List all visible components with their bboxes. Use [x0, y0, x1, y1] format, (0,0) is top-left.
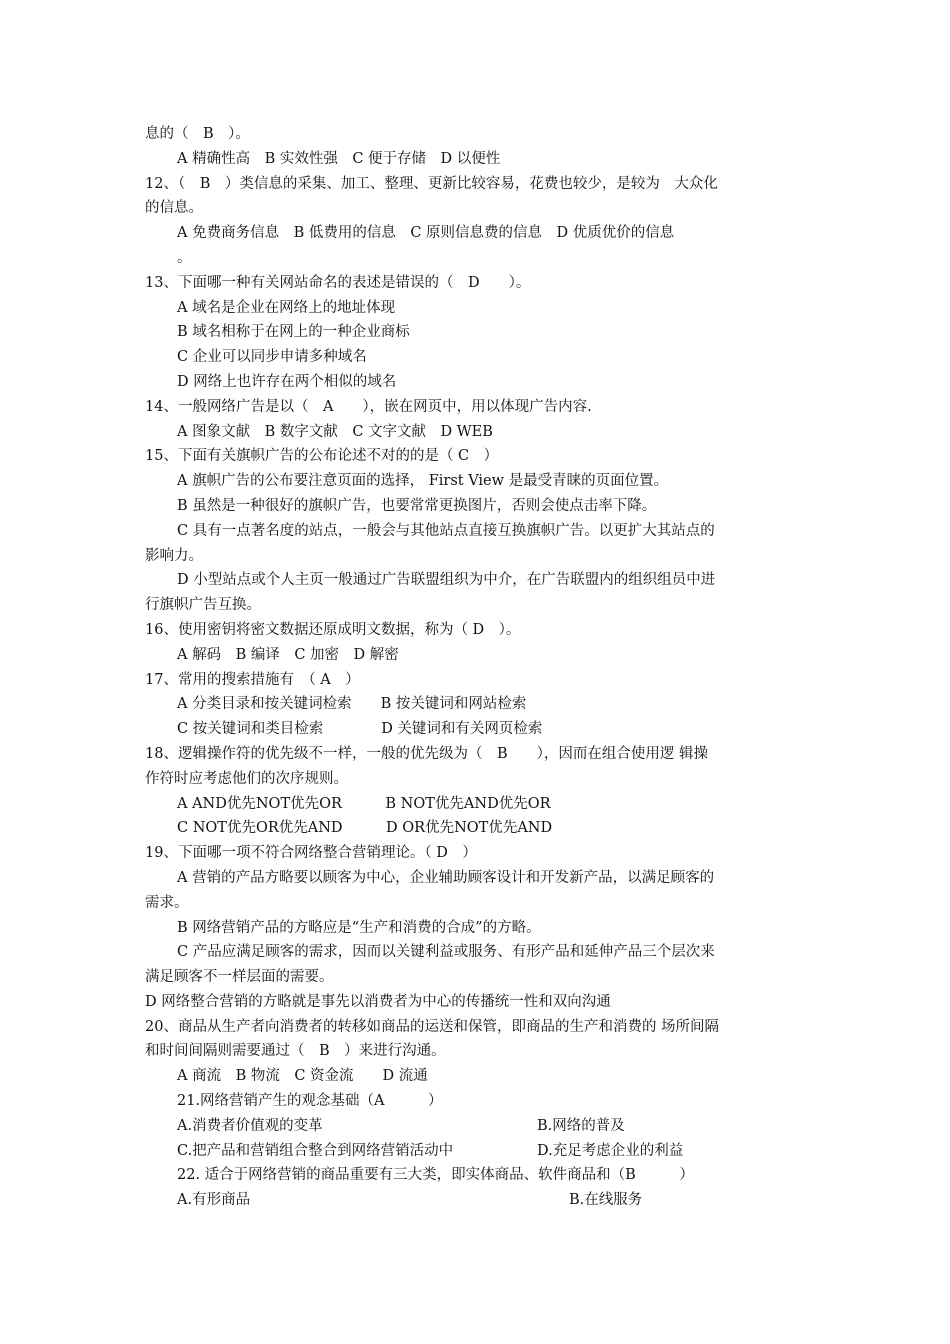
q15-option-c-line1: C 具有一点著名度的站点，一般会与其他站点直接互换旗帜广告。以更扩大其站点的 [177, 522, 715, 539]
q15-option-b: B 虽然是一种很好的旗帜广告，也要常常更换图片，否则会使点击率下降。 [177, 497, 657, 514]
q19-option-c-line2: 满足顾客不一样层面的需要。 [145, 969, 334, 986]
q18-options-ab: A AND优先NOT优先OR B NOT优先AND优先OR [177, 795, 551, 812]
q19-option-c-line1: C 产品应满足顾客的需求，因而以关键利益或服务、有形产品和延伸产品三个层次来 [177, 944, 715, 961]
q15-option-d-line2: 行旗帜广告互换。 [145, 597, 261, 614]
q15-stem: 15、下面有关旗帜广告的公布论述不对的的是（ C ） [145, 448, 499, 465]
q12-stem-line1: 12、（ B ）类信息的采集、加工、整理、更新比较容易，花费也较少，是较为 大众化 [145, 175, 718, 192]
q16-options: A 解码 B 编译 C 加密 D 解密 [177, 646, 399, 663]
q11-stem-end: 息的（ B ）。 [145, 126, 250, 142]
q13-option-c: C 企业可以同步申请多种域名 [177, 349, 367, 366]
q18-stem-line1: 18、逻辑操作符的优先级不一样，一般的优先级为（ B ），因而在组合使用逻 辑操 [145, 745, 708, 762]
q22-stem: 22. 适合于网络营销的商品重要有三大类，即实体商品、软件商品和（B ） [177, 1167, 694, 1184]
q21-option-d: D.充足考虑企业的利益 [537, 1142, 684, 1159]
q15-option-a: A 旗帜广告的公布要注意页面的选择， First View 是最受青睐的页面位置。 [177, 473, 669, 490]
q21-options-ab [145, 1114, 810, 1139]
q21-option-b: B.网络的普及 [537, 1117, 625, 1134]
q14-options: A 图象文献 B 数字文献 C 文字文献 D WEB [177, 423, 493, 440]
q17-stem: 17、常用的搜索措施有 （ A ） [145, 671, 360, 688]
q20-stem-line2: 和时间间隔则需要通过（ B ）来进行沟通。 [145, 1043, 446, 1060]
q21-option-a: A.消费者价值观的变革 [177, 1117, 323, 1134]
q19-option-a-line1: A 营销的产品方略要以顾客为中心，企业辅助顾客设计和开发新产品，以满足顾客的 [177, 869, 715, 886]
q12-stem-line2: 的信息。 [145, 200, 203, 217]
q20-options: A 商流 B 物流 C 资金流 D 流通 [177, 1068, 428, 1085]
q13-option-b: B 域名相称于在网上的一种企业商标 [177, 324, 410, 341]
question-list [145, 122, 810, 1213]
q21-stem: 21.网络营销产生的观念基础（A ） [177, 1093, 443, 1110]
q11-options: A 精确性高 B 实效性强 C 便于存储 D 以便性 [177, 150, 501, 167]
q17-options-cd: C 按关键词和类目检索 D 关键词和有关网页检索 [177, 721, 543, 738]
q22-option-a: A.有形商品 [177, 1192, 251, 1209]
q16-stem: 16、使用密钥将密文数据还原成明文数据，称为（ D ）。 [145, 621, 521, 638]
q13-stem: 13、下面哪一种有关网站命名的表述是错误的（ D ）。 [145, 274, 531, 291]
q15-option-d-line1: D 小型站点或个人主页一般通过广告联盟组织为中介，在广告联盟内的组织组员中进 [177, 572, 716, 589]
q15-option-c-line2: 影响力。 [145, 547, 203, 564]
q22-options-ab [145, 1188, 810, 1213]
q18-stem-line2: 作符时应考虑他们的次序规则。 [145, 770, 348, 787]
q18-options-cd: C NOT优先OR优先AND D OR优先NOT优先AND [177, 820, 553, 837]
q22-option-b: B.在线服务 [569, 1192, 643, 1209]
q21-option-c: C.把产品和营销组合整合到网络营销活动中 [177, 1142, 454, 1159]
q12-options-end: 。 [177, 249, 192, 266]
q13-option-a: A 域名是企业在网络上的地址体现 [177, 299, 396, 316]
q19-option-d: D 网络整合营销的方略就是事先以消费者为中心的传播统一性和双向沟通 [145, 993, 611, 1010]
q13-option-d: D 网络上也许存在两个相似的域名 [177, 373, 397, 390]
q17-options-ab: A 分类目录和按关键词检索 B 按关键词和网站检索 [177, 696, 527, 713]
q12-options: A 免费商务信息 B 低费用的信息 C 原则信息费的信息 D 优质优价的信息 [177, 225, 675, 242]
q19-stem: 19、下面哪一项不符合网络整合营销理论。（ D ） [145, 845, 477, 862]
q21-options-cd [145, 1139, 810, 1164]
q14-stem: 14、一般网络广告是以（ A ），嵌在网页中，用以体现广告内容. [145, 398, 592, 415]
q19-option-b: B 网络营销产品的方略应是“生产和消费的合成”的方略。 [177, 919, 541, 936]
q19-option-a-line2: 需求。 [145, 894, 189, 911]
q20-stem-line1: 20、商品从生产者向消费者的转移如商品的运送和保管，即商品的生产和消费的 场所间隔 [145, 1018, 720, 1035]
